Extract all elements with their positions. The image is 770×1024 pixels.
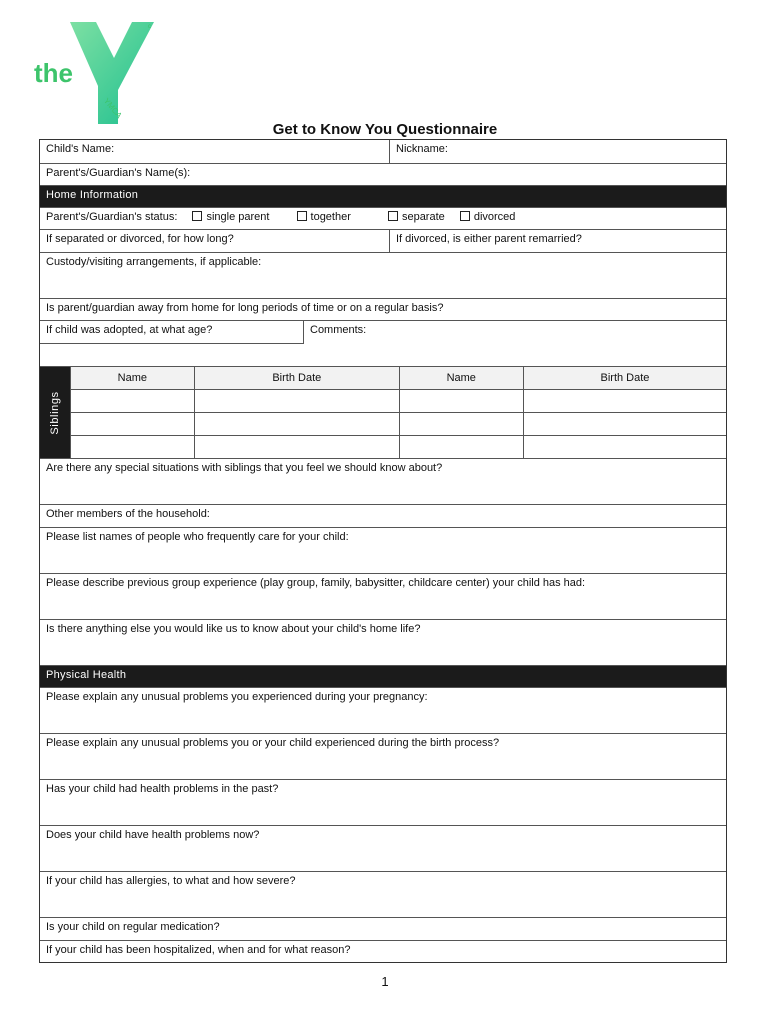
sibling-cell[interactable] bbox=[399, 413, 523, 436]
hospital-label: If your child has been hospitalized, when and for what reason? bbox=[46, 944, 351, 956]
siblings-grid bbox=[70, 367, 726, 458]
child-name-field[interactable] bbox=[40, 140, 390, 163]
sibling-header-row bbox=[70, 367, 726, 390]
sibling-cell[interactable] bbox=[523, 390, 726, 413]
current-health-field[interactable] bbox=[40, 825, 726, 871]
sibling-birthdate-header: Birth Date bbox=[523, 367, 726, 390]
checkbox-icon[interactable] bbox=[460, 211, 470, 221]
page-number: 1 bbox=[381, 974, 389, 989]
medication-field[interactable] bbox=[40, 917, 726, 940]
checkbox-icon[interactable] bbox=[192, 211, 202, 221]
allergies-label: If your child has allergies, to what and how severe? bbox=[46, 875, 296, 887]
status-option-single[interactable] bbox=[190, 211, 269, 223]
adopted-label: If child was adopted, at what age? bbox=[46, 324, 213, 336]
sibling-cell[interactable] bbox=[523, 413, 726, 436]
status-label: Parent's/Guardian's status: bbox=[46, 211, 178, 223]
birth-label: Please explain any unusual problems you or your child experienced during the birth process? bbox=[46, 737, 500, 749]
comments-label: Comments: bbox=[310, 324, 367, 336]
separated-label: If separated or divorced, for how long? bbox=[46, 233, 234, 245]
care-list-field[interactable] bbox=[40, 527, 726, 573]
status-option-label: separate bbox=[401, 211, 445, 223]
adopted-row bbox=[40, 320, 726, 366]
birth-field[interactable] bbox=[40, 733, 726, 779]
other-members-label: Other members of the household: bbox=[46, 508, 210, 520]
checkbox-icon[interactable] bbox=[297, 211, 307, 221]
sibling-cell[interactable] bbox=[399, 390, 523, 413]
status-option-label: single parent bbox=[206, 211, 270, 223]
sibling-special-label: Are there any special situations with siblings that you feel we should know about? bbox=[46, 462, 443, 474]
nickname-field[interactable] bbox=[390, 140, 726, 163]
medication-label: Is your child on regular medication? bbox=[46, 921, 220, 933]
sibling-cell[interactable] bbox=[195, 413, 400, 436]
home-life-label: Is there anything else you would like us to know about your child's home life? bbox=[46, 623, 421, 635]
status-option-label: together bbox=[310, 211, 351, 223]
group-experience-label: Please describe previous group experience (play group, family, babysitter, childcare center) your child has had: bbox=[46, 577, 586, 589]
child-name-row bbox=[40, 140, 726, 163]
sibling-row bbox=[70, 436, 726, 459]
nickname-label: Nickname: bbox=[396, 143, 448, 155]
questionnaire-form bbox=[39, 139, 727, 963]
remarried-label: If divorced, is either parent remarried? bbox=[396, 233, 582, 245]
other-members-field[interactable] bbox=[40, 504, 726, 527]
child-name-label: Child's Name: bbox=[46, 143, 115, 155]
pregnancy-label: Please explain any unusual problems you experienced during your pregnancy: bbox=[46, 691, 428, 703]
hospital-field[interactable] bbox=[40, 940, 726, 962]
parent-names-label: Parent's/Guardian's Name(s): bbox=[46, 167, 191, 179]
separated-row bbox=[40, 229, 726, 252]
care-list-label: Please list names of people who frequently care for your child: bbox=[46, 531, 349, 543]
home-life-field[interactable] bbox=[40, 619, 726, 665]
status-row bbox=[40, 207, 726, 229]
status-option-label: divorced bbox=[473, 211, 516, 223]
custody-label: Custody/visiting arrangements, if applicable: bbox=[46, 256, 262, 268]
sibling-cell[interactable] bbox=[70, 436, 194, 459]
sibling-cell[interactable] bbox=[195, 390, 400, 413]
away-label: Is parent/guardian away from home for long periods of time or on a regular basis? bbox=[46, 302, 444, 314]
physical-health-header: Physical Health bbox=[40, 665, 726, 687]
checkbox-icon[interactable] bbox=[388, 211, 398, 221]
comments-field[interactable] bbox=[304, 321, 726, 366]
sibling-row bbox=[70, 390, 726, 413]
logo-subtext: YMCA bbox=[101, 96, 124, 120]
group-experience-field[interactable] bbox=[40, 573, 726, 619]
ymca-logo bbox=[32, 20, 162, 130]
status-option-divorced[interactable] bbox=[458, 211, 516, 223]
past-health-label: Has your child had health problems in the past? bbox=[46, 783, 279, 795]
past-health-field[interactable] bbox=[40, 779, 726, 825]
sibling-cell[interactable] bbox=[70, 413, 194, 436]
sibling-name-header: Name bbox=[399, 367, 523, 390]
remarried-field[interactable] bbox=[390, 230, 726, 252]
home-info-header: Home Information bbox=[40, 185, 726, 207]
sibling-cell[interactable] bbox=[195, 436, 400, 459]
current-health-label: Does your child have health problems now? bbox=[46, 829, 260, 841]
pregnancy-field[interactable] bbox=[40, 687, 726, 733]
logo-text: the bbox=[34, 58, 73, 88]
siblings-label-text: Siblings bbox=[48, 390, 61, 435]
sibling-birthdate-header: Birth Date bbox=[195, 367, 400, 390]
status-option-together[interactable] bbox=[295, 211, 351, 223]
sibling-row bbox=[70, 413, 726, 436]
away-field[interactable] bbox=[40, 298, 726, 320]
logo-mark: c bbox=[148, 24, 151, 30]
sibling-cell[interactable] bbox=[399, 436, 523, 459]
siblings-label bbox=[40, 367, 70, 458]
sibling-special-field[interactable] bbox=[40, 458, 726, 504]
sibling-name-header: Name bbox=[70, 367, 194, 390]
allergies-field[interactable] bbox=[40, 871, 726, 917]
status-option-separate[interactable] bbox=[386, 211, 445, 223]
siblings-table bbox=[40, 366, 726, 458]
parent-names-field[interactable] bbox=[40, 163, 726, 185]
page-title: Get to Know You Questionnaire bbox=[272, 121, 498, 138]
sibling-cell[interactable] bbox=[523, 436, 726, 459]
custody-field[interactable] bbox=[40, 252, 726, 298]
adopted-field[interactable] bbox=[40, 321, 304, 344]
separated-field[interactable] bbox=[40, 230, 390, 252]
sibling-cell[interactable] bbox=[70, 390, 194, 413]
adopted-col bbox=[40, 321, 304, 366]
